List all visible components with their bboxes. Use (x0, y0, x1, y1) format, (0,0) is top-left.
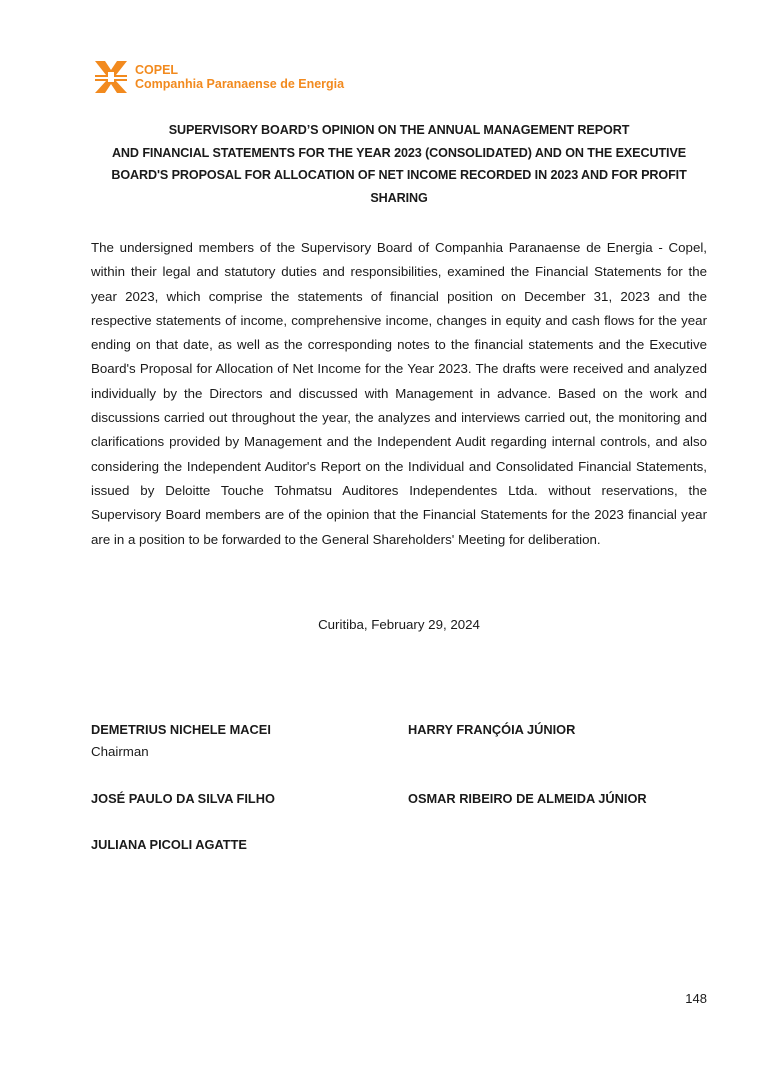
company-logo (93, 59, 344, 95)
logo-brand: COPEL (135, 63, 179, 77)
signatory-name: HARRY FRANÇÓIA JÚNIOR (408, 722, 576, 737)
title-line: AND FINANCIAL STATEMENTS FOR THE YEAR 2023 (CONSOLIDATED) AND ON THE EXECUTIVE (111, 145, 687, 160)
signatory (408, 722, 575, 737)
signatory-name: DEMETRIUS NICHELE MACEI (91, 722, 271, 737)
logo-company-name: Companhia Paranaense de Energia (135, 77, 345, 91)
opinion-paragraph: The undersigned members of the Supervisory Board of Companhia Paranaense de Energia - Copel, within their legal and statutory duties and responsibilities, examined the Financial Statements for the year 2023, which comprise the statements of financial position on December 31, 2023 and the respective statements of income, comprehensive income, changes in equity and cash flows for the year ending on that date, as well as the corresponding notes to the financial statements and the Executive Board's Proposal for Allocation of Net Income for the Year 2023. The drafts were received and analyzed individually by the Directors and discussed with Management in advance. Based on the work and discussions carried out throughout the year, the analyzes and interviews carried out, the monitoring and clarifications provided by Management and the Independent Audit regarding internal controls, and also considering the Independent Auditor's Report on the Individual and Consolidated Financial Statements, issued by Deloitte Touche Tohmatsu Auditores Independentes Ltda. without reservations, the Supervisory Board members are of the opinion that the Financial Statements for the 2023 financial year are in a position to be forwarded to the General Shareholders' Meeting for deliberation. (91, 240, 707, 547)
signatory-name: JOSÉ PAULO DA SILVA FILHO (91, 791, 275, 806)
signatory-name: OSMAR RIBEIRO DE ALMEIDA JÚNIOR (408, 791, 647, 806)
logo-text (135, 63, 344, 91)
signatory (408, 791, 647, 806)
signatory (91, 791, 275, 806)
signatory (91, 837, 247, 852)
title-line: SHARING (370, 190, 428, 205)
signatory-role: Chairman (91, 744, 149, 759)
title-line: SUPERVISORY BOARD’S OPINION ON THE ANNUAL MANAGEMENT REPORT (168, 123, 630, 137)
signatory-name: JULIANA PICOLI AGATTE (91, 837, 247, 852)
copel-logo-icon (93, 59, 129, 95)
place-and-date: Curitiba, February 29, 2024 (318, 617, 480, 632)
page-number: 148 (685, 991, 707, 1006)
title-line: BOARD'S PROPOSAL FOR ALLOCATION OF NET INCOME RECORDED IN 2023 AND FOR PROFIT (111, 168, 687, 182)
signatory (91, 722, 271, 759)
document-title (91, 119, 707, 209)
